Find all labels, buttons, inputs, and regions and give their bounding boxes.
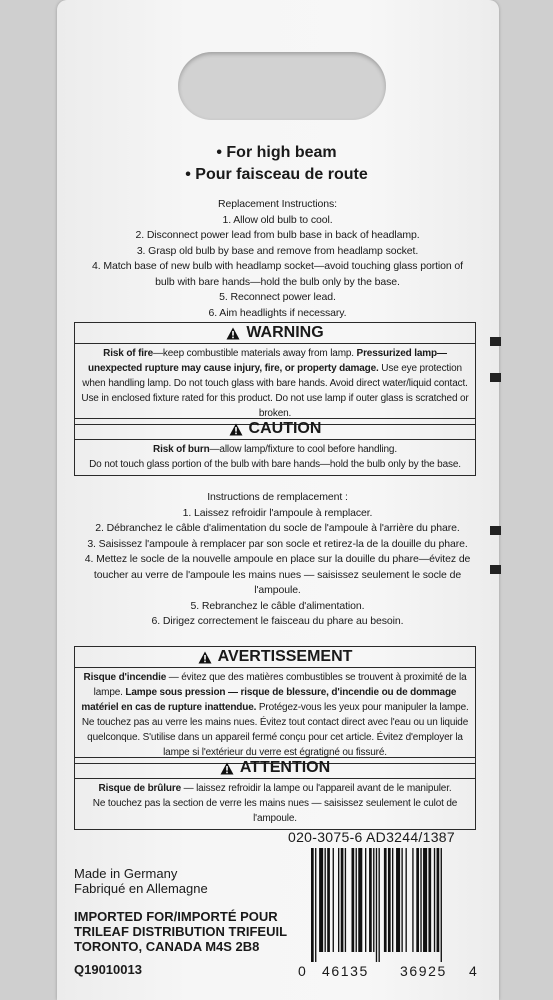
avertissement-title (75, 647, 475, 668)
replacement-step: bulb with bare hands—hold the bulb only by the base. (155, 275, 400, 288)
avertissement-fire-label: Risque d'incendie (83, 672, 167, 683)
attention-burn-text: — laissez refroidir la lampe ou l'appareil avant de le manipuler. (180, 783, 452, 794)
fr-step: 6. Dirigez correctement le faisceau du phare au besoin. (151, 615, 404, 627)
caution-burn-label: Risk of burn (153, 444, 210, 455)
fr-step: 1. Laissez refroidir l'ampoule à remplacer. (182, 506, 373, 519)
replacement-step: 5. Reconnect power lead. (219, 291, 336, 303)
bullet-faisceau: • Pour faisceau de route (185, 166, 368, 183)
barcode-image (311, 848, 476, 962)
avertissement-body (75, 668, 475, 763)
importer-info (74, 909, 287, 954)
hang-hole (178, 52, 386, 120)
caution-title-text: CAUTION (248, 420, 322, 437)
attention-burn-label: Risque de brûlure (98, 783, 181, 794)
country-of-origin (74, 866, 208, 896)
feature-bullets (0, 142, 553, 186)
fr-step: toucher au verre de l'ampoule les mains nues — saisissez seulement le socle de l'ampoule. (93, 568, 462, 596)
avertissement-fire-text: — évitez que des matières combustibles se trouvent à proximité de la lampe. (93, 672, 467, 698)
upc-group-1: 46135 (322, 963, 369, 979)
warning-triangle-icon (226, 327, 240, 340)
avertissement-box (74, 646, 476, 764)
warning-title (75, 323, 475, 344)
caution-glass-text: Do not touch glass portion of the bulb with bare hands—hold the bulb only by the base. (89, 459, 461, 470)
warning-box (74, 322, 476, 425)
warning-triangle-icon (198, 651, 212, 664)
caution-body (75, 440, 475, 475)
warning-triangle-icon (229, 423, 243, 436)
made-in-en: Made in Germany (74, 866, 178, 881)
warning-pressure-text: Pressurized lamp—unexpected rupture may cause injury, fire, or property damage. (88, 348, 447, 374)
replacement-instructions (70, 197, 485, 321)
replacement-heading: Replacement Instructions: (218, 198, 337, 210)
importer-line: IMPORTED FOR/IMPORTÉ POUR (74, 909, 278, 924)
edge-mark (490, 526, 501, 535)
warning-fire-text: —keep combustible materials away from lamp. (153, 348, 357, 359)
attention-glass-text: Ne touchez pas la section de verre les mains nues — saisissez seulement le culot de l'ampoule. (92, 798, 458, 824)
replacement-step: 6. Aim headlights if necessary. (208, 306, 347, 319)
product-codes: 020-3075-6 AD3244/1387 (288, 829, 455, 845)
warning-title-text: WARNING (246, 324, 324, 341)
upc-right-digit: 4 (469, 963, 479, 979)
fr-instructions (70, 490, 485, 630)
attention-title-text: ATTENTION (239, 759, 331, 776)
replacement-step: 1. Allow old bulb to cool. (222, 213, 333, 226)
attention-title (75, 758, 475, 779)
attention-body (75, 779, 475, 829)
fr-step: 2. Débranchez le câble d'alimentation du socle de l'ampoule à l'arrière du phare. (95, 522, 460, 534)
product-code: Q19010013 (74, 962, 142, 977)
importer-line: TRILEAF DISTRIBUTION TRIFEUIL (74, 924, 288, 939)
warning-triangle-icon (220, 762, 234, 775)
caution-title (75, 419, 475, 440)
caution-burn-text: —allow lamp/fixture to cool before handling. (209, 444, 397, 455)
replacement-step: 4. Match base of new bulb with headlamp socket—avoid touching glass portion of (91, 260, 463, 272)
attention-box (74, 757, 476, 830)
edge-mark (490, 565, 501, 574)
warning-fire-label: Risk of fire (103, 348, 154, 359)
made-in-fr: Fabriqué en Allemagne (74, 881, 208, 896)
avertissement-handling-text: Protégez-vous les yeux pour manipuler la lampe. Ne touchez pas au verre les mains nues. Évitez tout contact direct avec l'eau ou un liquide quelconque. S'utilise dans un appareil fermé conçu pour cet article. Évitez d'employer la lampe si l'extérieur du verre est égratigné ou fissuré. (81, 702, 469, 758)
importer-line: TORONTO, CANADA M4S 2B8 (74, 939, 260, 954)
fr-step: 3. Saisissez l'ampoule à remplacer par son socle et retirez-la de la douille du phare. (87, 537, 468, 550)
avertissement-title-text: AVERTISSEMENT (217, 648, 353, 665)
warning-body (75, 344, 475, 424)
fr-step: 4. Mettez le socle de la nouvelle ampoule en place sur la douille du phare—évitez de (84, 553, 471, 565)
upc-group-2: 36925 (400, 963, 447, 979)
edge-mark (490, 337, 501, 346)
replacement-step: 2. Disconnect power lead from bulb base in back of headlamp. (135, 229, 420, 241)
replacement-step: 3. Grasp old bulb by base and remove from headlamp socket. (136, 244, 419, 257)
fr-heading: Instructions de remplacement : (207, 491, 348, 503)
upc-left-digit: 0 (298, 963, 308, 979)
avertissement-pressure-text: Lampe sous pression — risque de blessure, d'incendie ou de dommage matériel en cas de rupture inattendue. (81, 687, 457, 713)
fr-step: 5. Rebranchez le câble d'alimentation. (190, 599, 365, 612)
edge-mark (490, 373, 501, 382)
bullet-high-beam: • For high beam (216, 144, 337, 161)
warning-handling-text: Use eye protection when handling lamp. Do not touch glass with bare hands. Avoid direct water/liquid contact. Use in enclosed fixture rated for this product. Do not use lamp if outer glass is scratched or broken. (81, 363, 469, 419)
caution-box (74, 418, 476, 476)
